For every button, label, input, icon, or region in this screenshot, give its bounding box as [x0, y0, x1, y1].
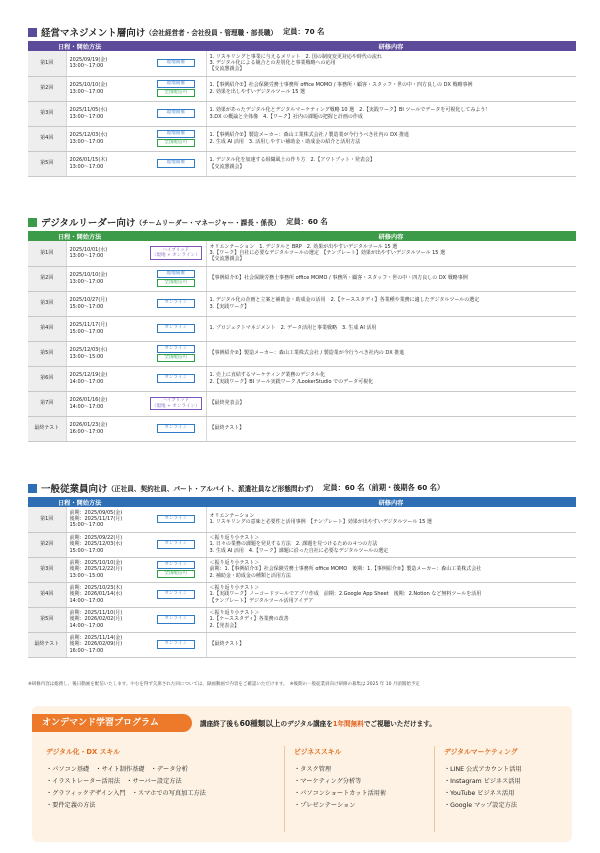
date-line: 後期：2026/01/14(水): [69, 591, 123, 598]
content-line: 【交流懇親会】: [209, 256, 245, 263]
date-line: 2025/10/10(金): [69, 272, 108, 279]
format-badge: [157, 515, 195, 523]
content-line: 1.【実践ワーク】ノーコードツールでアプリ作成 前期：2.Google App Sheet 後期：2.Notion など無料ツールを活用: [209, 591, 482, 598]
format-tags: [146, 557, 206, 582]
format-tags: [146, 101, 206, 126]
badge-label: オンライン: [164, 641, 188, 647]
format-badge: [157, 424, 195, 432]
header-schedule: 日程・開始方法: [58, 43, 102, 51]
training-content: [206, 632, 576, 657]
content-line: ＜振り返り小テスト＞: [209, 535, 260, 542]
schedule-dates: [66, 266, 146, 291]
square-icon: [28, 218, 37, 227]
list-item: ・マーケティング分析等: [294, 778, 362, 785]
format-tags: [146, 241, 206, 266]
date-line: 2025/11/17(月): [69, 322, 108, 329]
badge-label: オンライン: [164, 375, 188, 381]
table-row: [28, 532, 576, 557]
training-content: [206, 241, 576, 266]
format-tags: [146, 316, 206, 341]
list-item: ・パソコン基礎 ・サイト制作基礎 ・データ分析: [46, 766, 188, 773]
content-line: 1. デジタル化を加速する組織風土の作り方 2.【アウトプット・発表会】: [209, 157, 375, 164]
badge-label: 全国配信可: [164, 355, 188, 360]
badge-label: 現地開催: [166, 60, 185, 66]
format-badge: [157, 640, 195, 648]
badge-label: 全国配信可: [164, 571, 188, 576]
badge-label: 現地開催: [166, 130, 185, 136]
training-content: [206, 607, 576, 632]
square-icon: [28, 28, 37, 37]
round-label: 第4回: [28, 316, 66, 341]
section-title: [28, 215, 576, 229]
content-line: 3.DX の概論と全体像 4.【ワーク】社内の課題の把握と計画の作成: [209, 113, 363, 120]
training-content: [206, 151, 576, 176]
date-line: 13:00〜17:00: [69, 113, 104, 120]
content-line: 3.【ワーク】自社に必要なデジタルツールの選定 【テンプレート】効果が出やすいデジタルツール 15 選: [209, 250, 446, 257]
section-title: [28, 25, 576, 39]
badge-label: 現地開催: [166, 110, 185, 116]
ondemand-panel: [32, 706, 572, 842]
table-row: [28, 391, 576, 416]
format-tags: [146, 266, 206, 291]
schedule-dates: [66, 291, 146, 316]
content-line: 1. プロジェクトマネジメント 2. データ活用と事業戦略 3. 生成 AI 活用: [209, 325, 377, 332]
date-line: 2026/01/23(金): [69, 422, 108, 429]
badge-label: 全国配信可: [164, 280, 188, 285]
date-line: 2026/01/15(木): [69, 157, 108, 164]
table-row: [28, 607, 576, 632]
content-line: 【最終発表会】: [209, 400, 245, 407]
date-line: 2025/12/03(水): [69, 132, 108, 139]
content-line: 2. 生成 AI 活用 3. 活用しやすい補助金・助成金の紹介と活用方法: [209, 138, 361, 145]
date-line: 13:00〜15:00: [69, 572, 104, 579]
lead-mid: のデジタル講座を: [280, 720, 333, 728]
round-label: 最終テスト: [28, 416, 66, 441]
table-row: [28, 366, 576, 391]
content-line: 1. 売上に直結するマーケティング業務のデジタル化: [209, 372, 325, 379]
round-label: 第2回: [28, 266, 66, 291]
format-badge: [157, 324, 195, 332]
schedule-dates: [66, 316, 146, 341]
content-line: 【最終テスト】: [209, 641, 245, 648]
date-line: 14:00〜17:00: [69, 378, 104, 385]
training-content: [206, 557, 576, 582]
round-label: 第3回: [28, 101, 66, 126]
badge-label: オンライン: [164, 345, 188, 351]
content-line: オリエンテーション 1. デジタルと BRP 2. 効果が出やすいデジタルツール 15 選: [209, 244, 398, 251]
section-capacity: 定員：60 名（前期・後期各 60 名）: [323, 483, 445, 492]
content-line: 【最終テスト】: [209, 425, 245, 432]
date-line: 後期：2025/12/03(水): [69, 541, 123, 548]
header-content: 研修内容: [378, 499, 404, 507]
training-content: [206, 51, 576, 76]
table-row: [28, 151, 576, 176]
content-line: 前期：1.【事例紹介①】社会保険労務士事務所 office MOMO 後期：1.【事例紹介②】製造メーカー：森山工業株式会社: [209, 566, 482, 573]
column-divider: [284, 746, 285, 832]
header-content: 研修内容: [378, 43, 404, 51]
ondemand-column-dx: [46, 746, 206, 812]
table-row: [28, 582, 576, 607]
table-row: [28, 51, 576, 76]
content-line: 3. 生成 AI 活用 4.【ワーク】課題に沿った自社に必要なデジタルツールの選定: [209, 547, 389, 554]
round-label: 第6回: [28, 366, 66, 391]
footnote: ※研修内容は総務し、後日動画を配信いたします。やむを得ず欠席された回については、録画動画で内容をご確認いただけます。 ※後期の一般従業員向け研修の募集は 2025 年 10 月頃開始予定: [28, 682, 420, 687]
badge-label: 現地開催: [166, 270, 185, 276]
format-tags: [146, 582, 206, 607]
date-line: 前期：2025/10/10(金): [69, 560, 123, 567]
format-badge: [157, 130, 195, 138]
round-label: 第5回: [28, 607, 66, 632]
format-badge: [157, 354, 195, 362]
content-line: 1.【事例紹介①】社会保険労務士事務所 office MOMO / 事務所・顧客・スタッフ・世の中・四方良しの DX 戦略事例: [209, 82, 473, 89]
date-line: 前期：2025/11/10(月): [69, 610, 123, 617]
training-content: [206, 316, 576, 341]
content-line: ＜振り返り小テスト＞: [209, 560, 260, 567]
content-line: 1. リスキリングの意味と必要性と活用事例 【テンプレート】効果が出やすいデジタルツール 15 選: [209, 519, 432, 526]
badge-sublabel: （現地 + オンライン）: [151, 253, 200, 259]
content-line: 2. 補助金・助成金の種類と活用方法: [209, 572, 291, 579]
schedule-dates: [66, 51, 146, 76]
schedule-table: [28, 497, 576, 658]
lead-highlight: 1年間無料: [332, 720, 364, 728]
schedule-dates: [66, 416, 146, 441]
badge-label: オンライン: [164, 616, 188, 622]
date-line: 13:00〜17:00: [69, 138, 104, 145]
training-content: [206, 416, 576, 441]
date-line: 15:00〜17:00: [69, 522, 104, 529]
date-line: 後期：2025/12/22(月): [69, 566, 123, 573]
schedule-dates: [66, 151, 146, 176]
section-capacity: 定員：60 名: [286, 217, 328, 226]
list-item: ・YouTube ビジネス活用: [444, 790, 515, 797]
date-line: 2025/12/03(水): [69, 347, 108, 354]
date-line: 14:00〜17:00: [69, 622, 104, 629]
content-line: 3.【実践ワーク】: [209, 303, 250, 310]
round-label: 第1回: [28, 507, 66, 532]
table-row: [28, 632, 576, 657]
date-line: 15:00〜17:00: [69, 303, 104, 310]
content-line: 2. 効果を出しやすいデジタルツール 15 選: [209, 88, 306, 95]
column-title: デジタル化・DX スキル: [46, 748, 120, 756]
schedule-dates: [66, 507, 146, 532]
format-badge: [157, 159, 195, 167]
content-line: 【事例紹介②】製造メーカー：森山工業株式会社 / 製造業が今行うべき社内の DX 推進: [209, 350, 405, 357]
round-label: 第1回: [28, 51, 66, 76]
schedule-dates: [66, 632, 146, 657]
table-row: [28, 266, 576, 291]
schedule-table: [28, 41, 576, 177]
table-row: [28, 316, 576, 341]
training-content: [206, 532, 576, 557]
format-badge: [157, 59, 195, 67]
schedule-table: [28, 231, 576, 442]
ondemand-banner: オンデマンド学習プログラム: [32, 714, 192, 732]
content-line: 2.【実践ワーク】BI ツール実践ワーク /LookerStudio でのデータ可視化: [209, 378, 374, 385]
list-item: ・Instagram ビジネス活用: [444, 778, 521, 785]
training-content: [206, 76, 576, 101]
date-line: 後期：2026/02/02(月): [69, 616, 123, 623]
content-line: 【事例紹介①】社会保険労務士事務所 office MOMO / 事務所・顧客・スタッフ・世の中・四方良しの DX 戦略事例: [209, 275, 468, 282]
format-badge: [157, 540, 195, 548]
round-label: 第1回: [28, 241, 66, 266]
format-tags: [146, 391, 206, 416]
schedule-dates: [66, 532, 146, 557]
badge-label: 全国配信可: [164, 140, 188, 145]
round-label: 第7回: [28, 391, 66, 416]
date-line: 後期：2025/11/17(月): [69, 516, 123, 523]
badge-label: ハイブリッド: [162, 398, 190, 404]
round-label: 第4回: [28, 126, 66, 151]
format-badge: [157, 570, 195, 578]
badge-label: 現地開催: [166, 80, 185, 86]
format-badge: [157, 374, 195, 382]
date-line: 13:00〜17:00: [69, 163, 104, 170]
list-item: ・要件定義の方法: [46, 802, 96, 809]
date-line: 前期：2025/09/22(月): [69, 535, 123, 542]
round-label: 最終テスト: [28, 632, 66, 657]
schedule-dates: [66, 101, 146, 126]
table-row: [28, 101, 576, 126]
header-content: 研修内容: [378, 233, 404, 241]
date-line: 前期：2025/10/23(木): [69, 585, 123, 592]
schedule-dates: [66, 241, 146, 266]
date-line: 15:00〜17:00: [69, 328, 104, 335]
format-badge: [157, 561, 195, 569]
ondemand-column-marketing: [444, 746, 522, 812]
column-title: ビジネススキル: [294, 748, 342, 756]
list-item: ・グラフィックデザイン入門 ・スマホでの写真加工方法: [46, 790, 206, 797]
training-content: [206, 582, 576, 607]
format-badge: [157, 80, 195, 88]
format-badge: [157, 615, 195, 623]
list-item: ・プレゼンテーション: [294, 802, 356, 809]
training-content: [206, 507, 576, 532]
section-title-sub: （チームリーダー・マネージャー・課長・係長）: [135, 219, 281, 227]
header-schedule: 日程・開始方法: [58, 233, 102, 241]
format-badge: [157, 279, 195, 287]
table-row: [28, 291, 576, 316]
table-row: [28, 416, 576, 441]
content-line: 2.【発表会】: [209, 622, 240, 629]
badge-label: ハイブリッド: [162, 247, 190, 253]
date-line: 14:00〜17:00: [69, 403, 104, 410]
format-badge: [157, 345, 195, 353]
date-line: 後期：2026/02/09(月): [69, 641, 123, 648]
training-content: [206, 126, 576, 151]
table-row: [28, 241, 576, 266]
date-line: 前期：2025/11/14(金): [69, 635, 123, 642]
format-tags: [146, 291, 206, 316]
format-tags: [146, 341, 206, 366]
section-title: [28, 481, 576, 495]
section-title-main: デジタルリーダー向け: [41, 218, 136, 229]
date-line: 16:00〜17:00: [69, 428, 104, 435]
date-line: 2025/10/27(月): [69, 297, 108, 304]
format-tags: [146, 76, 206, 101]
date-line: 13:00〜15:00: [69, 353, 104, 360]
format-badge: [157, 109, 195, 117]
content-line: 1. デジタル化の企画と立案と補助金・助成金の活用 2.【ケーススタディ】各業種や業務に適したデジタルツールの選定: [209, 297, 480, 304]
round-label: 第5回: [28, 151, 66, 176]
training-content: [206, 101, 576, 126]
column-title: デジタルマーケティング: [444, 748, 518, 756]
list-item: ・タスク管理: [294, 766, 332, 773]
lead-pre: 講座終了後も: [200, 720, 240, 728]
content-line: 1.【ケーススタディ】各業務の改善: [209, 616, 289, 623]
round-label: 第5回: [28, 341, 66, 366]
content-line: 【交流懇親会】: [209, 66, 245, 73]
list-item: ・パソコンショートカット活用術: [294, 790, 387, 797]
training-content: [206, 366, 576, 391]
format-tags: [146, 366, 206, 391]
format-badge: [157, 299, 195, 307]
content-line: 1. リスキリングと事業に与えるメリット 2. 国の制度変更対応や時代の流れ: [209, 54, 382, 61]
training-content: [206, 291, 576, 316]
format-tags: [146, 507, 206, 532]
schedule-dates: [66, 341, 146, 366]
format-tags: [146, 126, 206, 151]
schedule-dates: [66, 76, 146, 101]
content-line: 【テンプレート】デジタルツール活用アイデア: [209, 597, 314, 604]
round-label: 第3回: [28, 557, 66, 582]
schedule-dates: [66, 557, 146, 582]
format-badge: [150, 397, 202, 411]
date-line: 2025/11/05(水): [69, 107, 108, 114]
section-management: [28, 25, 576, 170]
section-digital-leader: [28, 215, 576, 435]
date-line: 14:00〜17:00: [69, 597, 104, 604]
section-general-employee: [28, 481, 576, 654]
section-capacity: 定員：70 名: [283, 27, 325, 36]
format-tags: [146, 532, 206, 557]
date-line: 13:00〜17:00: [69, 278, 104, 285]
content-line: ＜振り返り小テスト＞: [209, 610, 260, 617]
badge-label: オンライン: [164, 561, 188, 567]
ondemand-column-business: [294, 746, 386, 812]
format-badge: [157, 270, 195, 278]
badge-label: オンライン: [164, 516, 188, 522]
format-badge: [157, 89, 195, 97]
date-line: 16:00〜17:00: [69, 647, 104, 654]
list-item: ・LINE 公式アカウント活用: [444, 766, 522, 773]
lead-bold: 60種類以上: [239, 719, 281, 728]
badge-label: 全国配信可: [164, 90, 188, 95]
badge-sublabel: （現地 + オンライン）: [151, 403, 200, 409]
date-line: 13:00〜17:00: [69, 88, 104, 95]
table-row: [28, 557, 576, 582]
training-content: [206, 391, 576, 416]
ondemand-lead: [200, 718, 436, 729]
content-line: ＜振り返り小テスト＞: [209, 585, 260, 592]
badge-label: オンライン: [164, 425, 188, 431]
date-line: 13:00〜17:00: [69, 253, 104, 260]
training-content: [206, 266, 576, 291]
format-tags: [146, 151, 206, 176]
badge-label: オンライン: [164, 591, 188, 597]
date-line: 2025/09/19(金): [69, 57, 108, 64]
round-label: 第3回: [28, 291, 66, 316]
schedule-dates: [66, 366, 146, 391]
content-line: 【交流懇親会】: [209, 163, 245, 170]
date-line: 15:00〜17:00: [69, 547, 104, 554]
format-badge: [157, 590, 195, 598]
round-label: 第4回: [28, 582, 66, 607]
table-row: [28, 507, 576, 532]
date-line: 前期：2025/09/05(金): [69, 510, 123, 517]
list-item: ・Google マップ設定方法: [444, 802, 518, 809]
training-content: [206, 341, 576, 366]
square-icon: [28, 484, 37, 493]
table-row: [28, 126, 576, 151]
content-line: オリエンテーション: [209, 513, 255, 520]
badge-label: オンライン: [164, 541, 188, 547]
section-title-main: 経営マネジメント層向け: [41, 28, 146, 39]
section-title-sub: （会社経営者・会社役員・管理職・部長職）: [145, 29, 278, 37]
header-schedule: 日程・開始方法: [58, 499, 102, 507]
format-tags: [146, 51, 206, 76]
format-tags: [146, 416, 206, 441]
schedule-dates: [66, 391, 146, 416]
badge-label: オンライン: [164, 325, 188, 331]
table-row: [28, 341, 576, 366]
table-row: [28, 76, 576, 101]
list-item: ・イラストレーター活用法 ・サーバー設定方法: [46, 778, 182, 785]
section-title-main: 一般従業員向け: [41, 484, 108, 495]
column-divider: [434, 746, 435, 832]
content-line: 1. 日々の業務の課題を発見する方法 2. 課題を見つけるための４つの方法: [209, 541, 378, 548]
schedule-dates: [66, 607, 146, 632]
format-tags: [146, 632, 206, 657]
lead-post: でご視聴いただけます。: [363, 720, 436, 728]
round-label: 第2回: [28, 532, 66, 557]
date-line: 2026/01/16(金): [69, 397, 108, 404]
content-line: 3. デジタル化による競合との差別化と事業戦略への応用: [209, 60, 336, 67]
date-line: 2025/10/01(水): [69, 247, 108, 254]
round-label: 第2回: [28, 76, 66, 101]
schedule-dates: [66, 582, 146, 607]
format-badge: [157, 139, 195, 147]
format-badge: [150, 246, 202, 260]
badge-label: オンライン: [164, 300, 188, 306]
format-tags: [146, 607, 206, 632]
badge-label: 現地開催: [166, 160, 185, 166]
content-line: 1. 効果があったデジタル化とデジタルマーケティング戦略 10 選 2.【実践ワーク】BI ツールでデータを可視化してみよう！: [209, 107, 491, 114]
date-line: 2025/12/19(金): [69, 372, 108, 379]
date-line: 13:00〜17:00: [69, 63, 104, 70]
schedule-dates: [66, 126, 146, 151]
section-title-sub: （正社員、契約社員、パート・アルバイト、派遣社員など形態問わず）: [107, 485, 318, 493]
date-line: 2025/10/10(金): [69, 82, 108, 89]
content-line: 1.【事例紹介②】製造メーカー：森山工業株式会社 / 製造業が今行うべき社内の DX 推進: [209, 132, 409, 139]
